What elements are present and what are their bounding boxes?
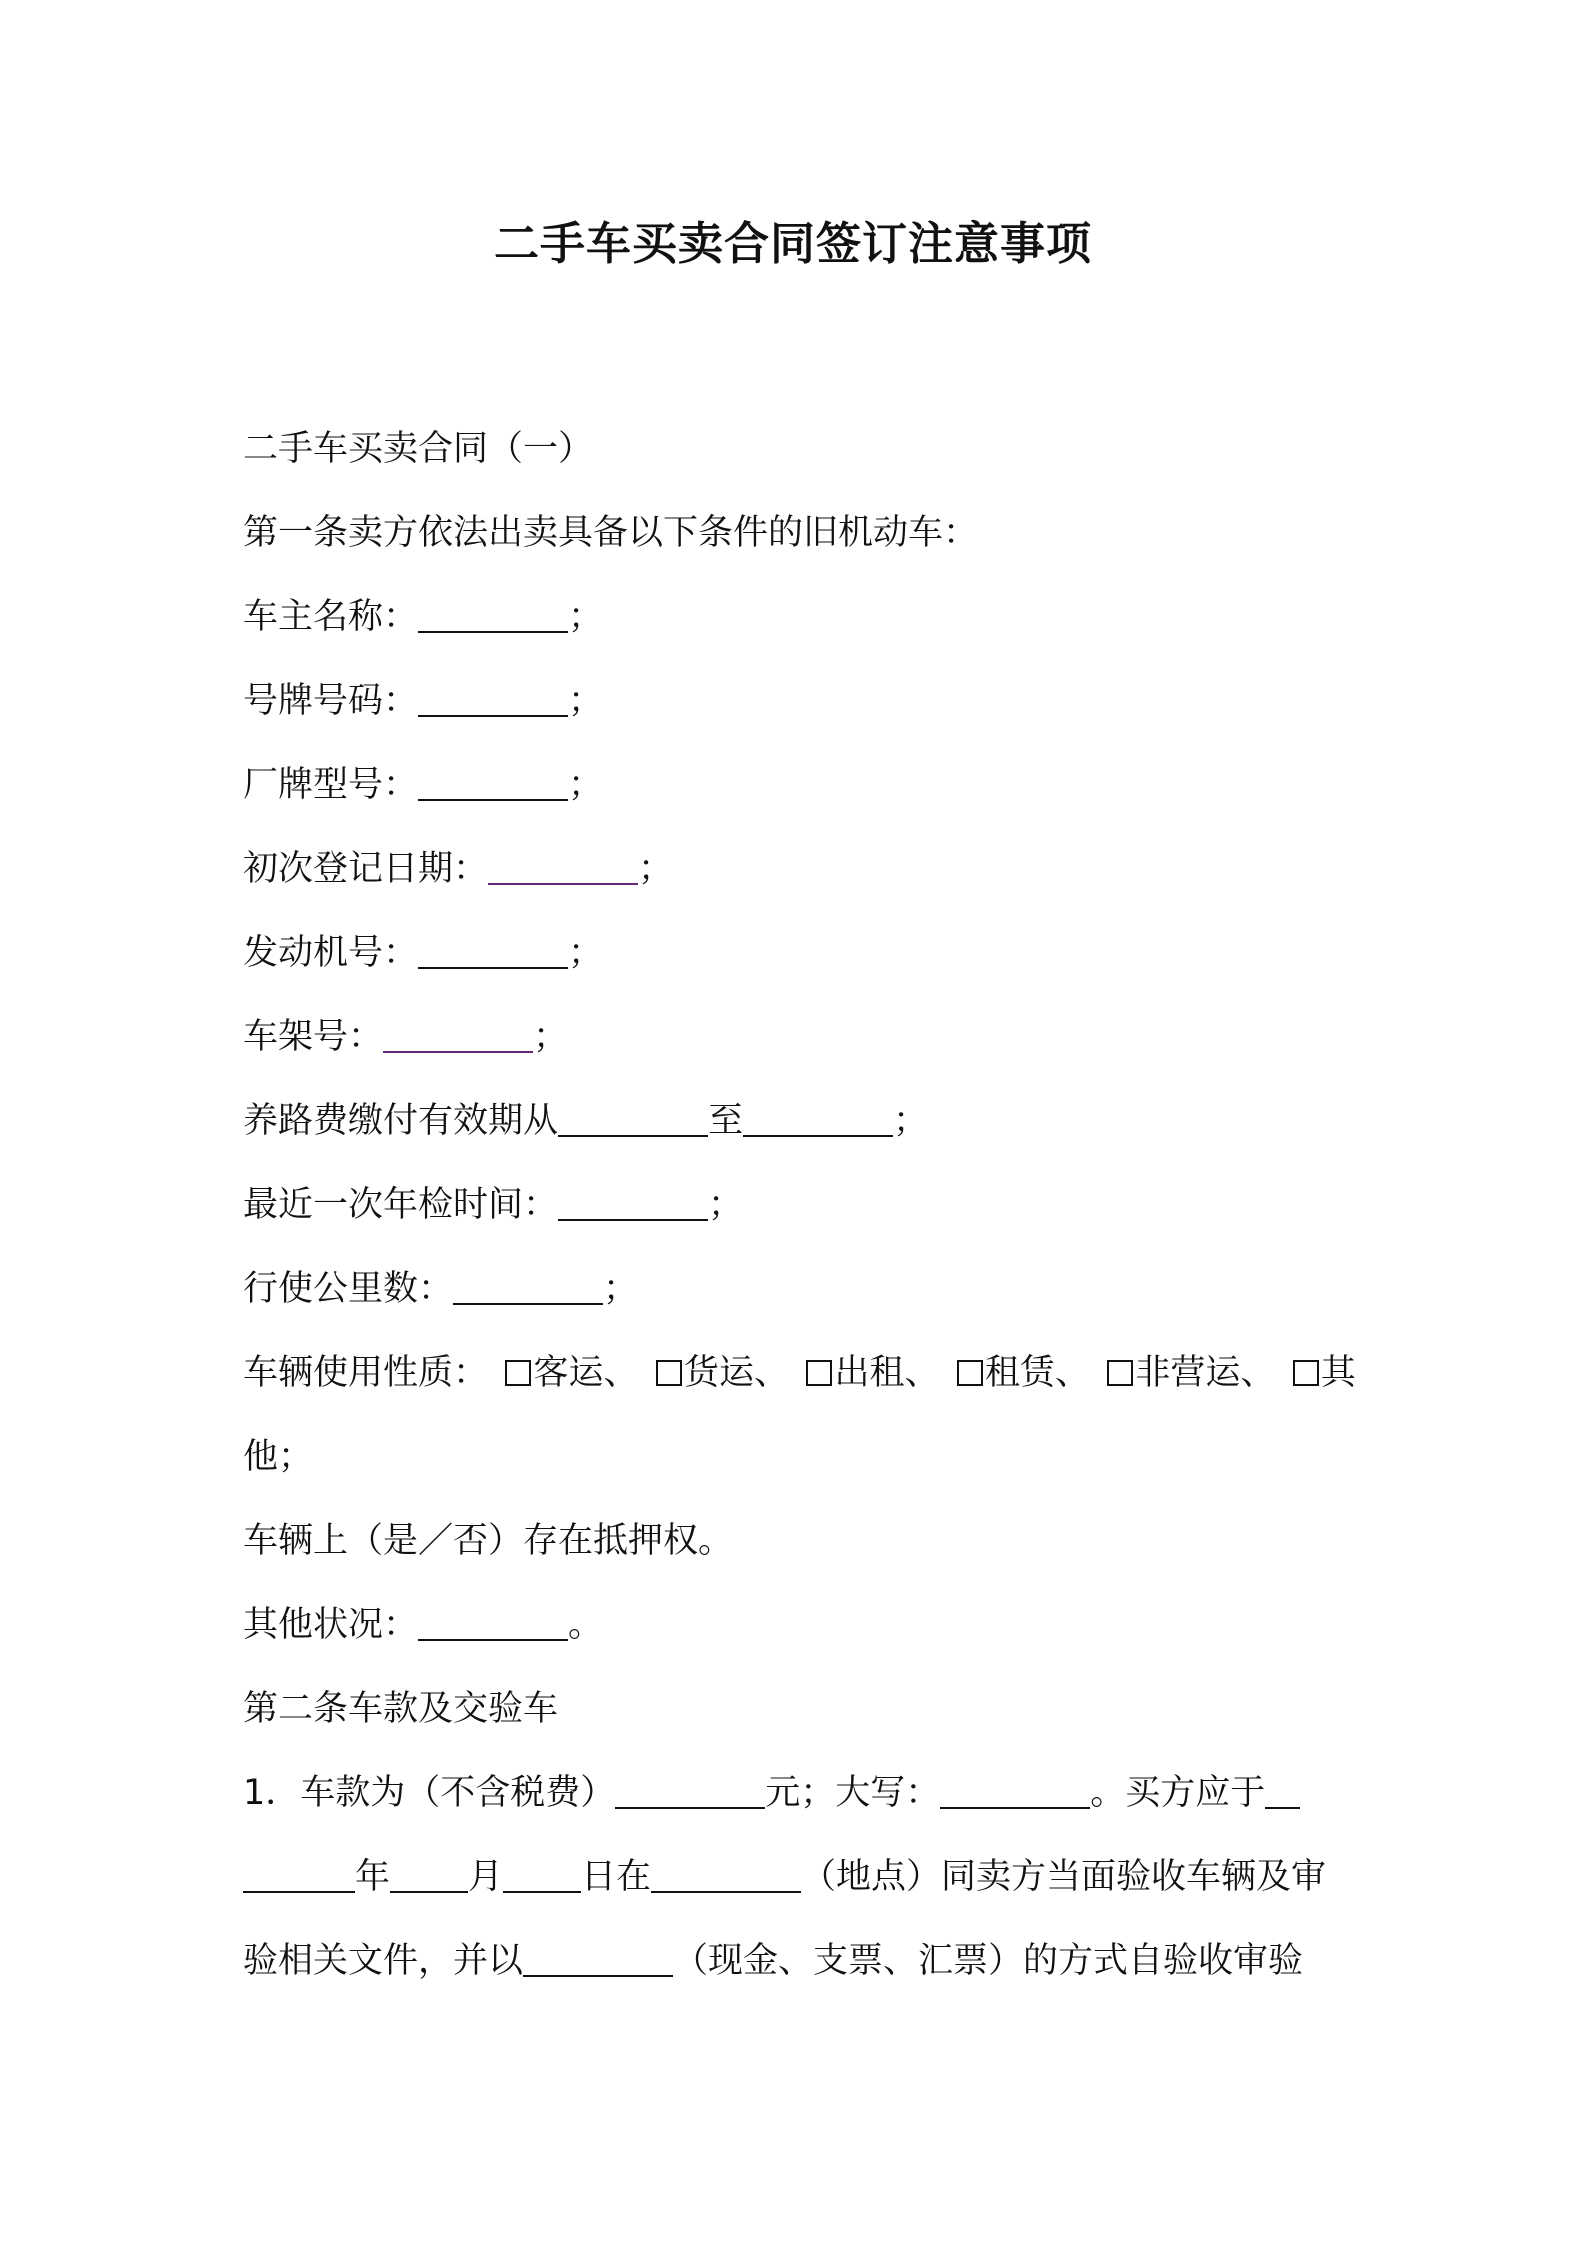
clause-text: 验相关文件，并以: [243, 1941, 524, 1981]
document-title: 二手车买卖合同签订注意事项: [493, 217, 1092, 270]
field-label: 车架号：: [243, 1017, 384, 1057]
clause-text: （地点）同卖方当面验收车辆及审: [801, 1857, 1327, 1897]
clause-text: 日在: [581, 1857, 652, 1897]
field-inspection: [243, 1163, 1356, 1247]
article-2-heading: 第二条车款及交验车: [243, 1689, 559, 1729]
blank-line: [558, 1099, 708, 1137]
blank-line: [418, 763, 568, 801]
punctuation: ；: [533, 1017, 569, 1057]
usage-option-label: 其: [1320, 1353, 1356, 1393]
field-mileage: [243, 1247, 1356, 1331]
usage-option-label: 租赁、: [984, 1353, 1090, 1393]
checkbox-icon: [1293, 1360, 1319, 1386]
clause-text: 年: [355, 1857, 391, 1897]
field-label: 号牌号码：: [243, 681, 419, 721]
field-label: 厂牌型号：: [243, 765, 419, 805]
usage-tail: 他；: [243, 1437, 314, 1477]
punctuation: ；: [568, 597, 604, 637]
field-label: 其他状况：: [243, 1605, 419, 1645]
blank-line: [418, 1603, 568, 1641]
blank-line: [615, 1771, 765, 1809]
article-1-heading: 第一条卖方依法出卖具备以下条件的旧机动车：: [243, 513, 979, 553]
punctuation: ；: [603, 1269, 639, 1309]
field-label: 行使公里数：: [243, 1269, 454, 1309]
punctuation: ；: [568, 765, 604, 805]
blank-line: [503, 1855, 581, 1893]
clause-text: 月: [468, 1857, 504, 1897]
field-other: [243, 1583, 1356, 1667]
punctuation: ；: [893, 1101, 929, 1141]
field-label: 至: [708, 1101, 744, 1141]
checkbox-icon: [806, 1360, 832, 1386]
field-owner: [243, 575, 1356, 659]
punctuation: ；: [568, 933, 604, 973]
usage-option: [656, 1331, 789, 1415]
usage-option: [1293, 1331, 1356, 1415]
usage-option-label: 非营运、: [1135, 1353, 1276, 1393]
mortgage-statement: 车辆上（是／否）存在抵押权。: [243, 1521, 734, 1561]
field-engine: [243, 911, 1356, 995]
blank-line: [940, 1771, 1090, 1809]
blank-line: [383, 1015, 533, 1053]
usage-label: 车辆使用性质：: [243, 1353, 489, 1393]
blank-line: [743, 1099, 893, 1137]
usage-option-label: 客运、: [533, 1353, 639, 1393]
checkbox-icon: [957, 1360, 983, 1386]
field-frame: [243, 995, 1356, 1079]
clause-1-line-1: [243, 1751, 1356, 1835]
field-label: 养路费缴付有效期从: [243, 1101, 559, 1141]
clause-text: 。买方应于: [1090, 1773, 1266, 1813]
blank-line: [488, 847, 638, 885]
punctuation: 。: [568, 1605, 604, 1645]
blank-line: [453, 1267, 603, 1305]
checkbox-icon: [505, 1360, 531, 1386]
field-usage: [243, 1331, 1356, 1415]
clause-text: 元；大写：: [765, 1773, 941, 1813]
field-label: 发动机号：: [243, 933, 419, 973]
blank-line: [390, 1855, 468, 1893]
usage-option: [1107, 1331, 1275, 1415]
blank-line: [243, 1855, 355, 1893]
section-heading: 二手车买卖合同（一）: [243, 429, 594, 469]
punctuation: ；: [568, 681, 604, 721]
blank-line: [651, 1855, 801, 1893]
checkbox-icon: [656, 1360, 682, 1386]
document-body: [243, 407, 1356, 2003]
field-first-registration: [243, 827, 1356, 911]
field-plate: [243, 659, 1356, 743]
usage-option: [505, 1331, 638, 1415]
field-model: [243, 743, 1356, 827]
field-road-fee: [243, 1079, 1356, 1163]
blank-line: [523, 1939, 673, 1977]
field-label: 车主名称：: [243, 597, 419, 637]
field-label: 最近一次年检时间：: [243, 1185, 559, 1225]
usage-option-label: 货运、: [683, 1353, 789, 1393]
usage-option: [957, 1331, 1090, 1415]
checkbox-icon: [1107, 1360, 1133, 1386]
punctuation: ；: [638, 849, 674, 889]
blank-line: [418, 595, 568, 633]
clause-text: 1．车款为（不含税费）: [243, 1773, 616, 1813]
clause-text: （现金、支票、汇票）的方式自验收审验: [673, 1941, 1304, 1981]
blank-line: [418, 679, 568, 717]
blank-line: [558, 1183, 708, 1221]
clause-1-line-2: [243, 1835, 1356, 1919]
blank-line: [1265, 1771, 1300, 1809]
punctuation: ；: [708, 1185, 744, 1225]
blank-line: [418, 931, 568, 969]
field-label: 初次登记日期：: [243, 849, 489, 889]
usage-option: [806, 1331, 939, 1415]
usage-option-label: 出租、: [834, 1353, 940, 1393]
clause-1-line-3: [243, 1919, 1356, 2003]
